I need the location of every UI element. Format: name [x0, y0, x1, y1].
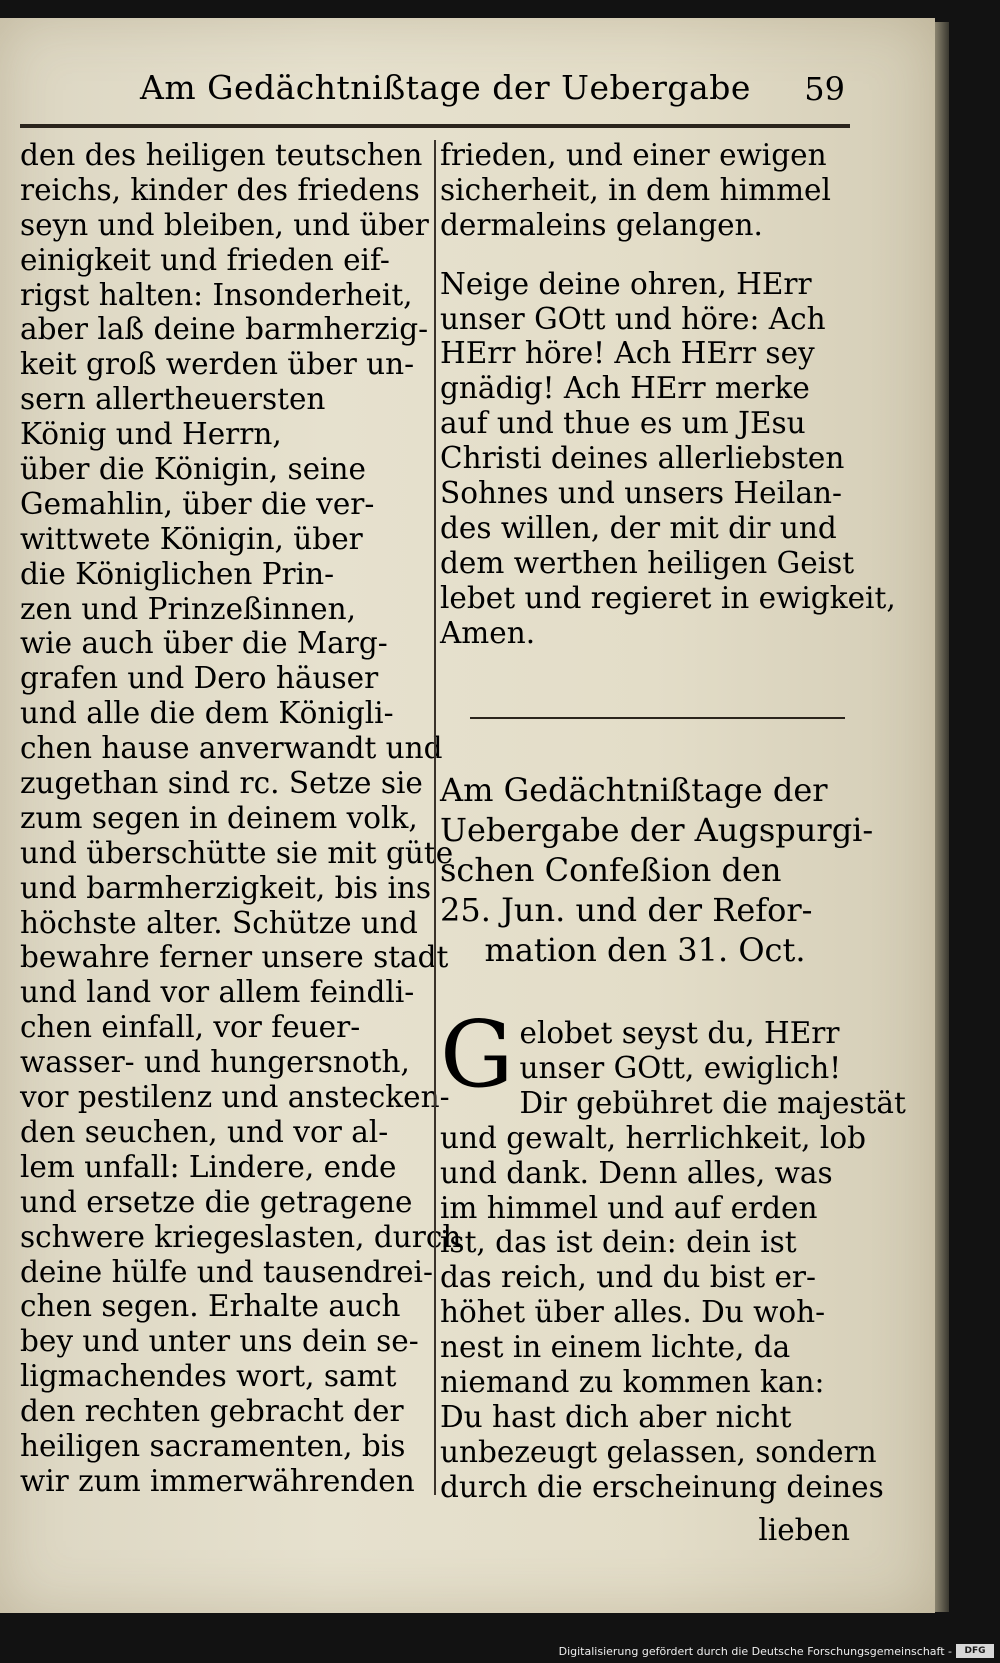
text-line: gnädig! Ach HErr merke: [440, 371, 810, 406]
text-line: Du hast dich aber nicht: [440, 1399, 792, 1434]
text-line: zen und Prinzeßinnen,: [20, 591, 356, 626]
text-line: sicherheit, in dem himmel: [440, 172, 831, 207]
heading-line: mation den 31. Oct.: [484, 931, 806, 969]
section-divider: [470, 717, 845, 719]
text-line: und ersetze die getragene: [20, 1184, 413, 1219]
text-line: ligmachendes wort, samt: [20, 1359, 397, 1394]
text-line: lem unfall: Lindere, ende: [20, 1149, 397, 1184]
text-line: Neige deine ohren, HErr: [440, 266, 812, 301]
text-line: seyn und bleiben, und über: [20, 207, 429, 242]
text-line: vor pestilenz und anstecken-: [20, 1080, 450, 1115]
text-line: zugethan sind rc. Setze sie: [20, 766, 423, 801]
text-line: und gewalt, herrlichkeit, lob: [440, 1120, 866, 1155]
text-line: und land vor allem feindli-: [20, 975, 415, 1010]
text-line: und dank. Denn alles, was: [440, 1155, 833, 1190]
text-line: deine hülfe und tausendrei-: [20, 1254, 433, 1289]
left-column: [20, 138, 462, 1499]
dfg-logo: DFG: [956, 1644, 994, 1658]
text-line: unbezeugt gelassen, sondern: [440, 1434, 877, 1469]
text-line: ist, das ist dein: dein ist: [440, 1225, 797, 1260]
text-line: bewahre ferner unsere stadt: [20, 940, 449, 975]
text-line: auf und thue es um JEsu: [440, 406, 806, 441]
text-line: Gemahlin, über die ver-: [20, 486, 375, 521]
text-line: frieden, und einer ewigen: [440, 138, 827, 172]
text-line: schwere kriegeslasten, durch: [20, 1219, 462, 1254]
header-rule: [20, 124, 850, 128]
text-line: das reich, und du bist er-: [440, 1260, 816, 1295]
text-line: und überschütte sie mit güte: [20, 835, 454, 870]
text-line: Dir gebühret die majestät: [519, 1085, 906, 1120]
section-heading: [440, 770, 874, 970]
text-line: höhet über alles. Du woh-: [440, 1295, 826, 1330]
text-line: dermaleins gelangen.: [440, 207, 763, 242]
text-line: des willen, der mit dir und: [440, 510, 837, 545]
text-line: Sohnes und unsers Heilan-: [440, 476, 843, 511]
heading-line: schen Confeßion den: [440, 851, 782, 889]
catchword: lieben: [758, 1513, 850, 1547]
text-line: grafen und Dero häuser: [20, 661, 379, 696]
text-line: Christi deines allerliebsten: [440, 441, 845, 476]
text-line: wittwete Königin, über: [20, 521, 363, 556]
running-title: Am Gedächtnißtage der Uebergabe: [140, 68, 751, 107]
text-line: aber laß deine barmherzig-: [20, 312, 429, 347]
text-line: rigst halten: Insonderheit,: [20, 277, 413, 312]
running-head: [20, 58, 845, 118]
footer-credit: Digitalisierung gefördert durch die Deutsche Forschungsgemeinschaft -: [558, 1645, 952, 1658]
text-line: sern allertheuersten: [20, 382, 326, 417]
heading-line: Uebergabe der Augspurgi-: [440, 811, 874, 849]
continuation-paragraph: [440, 138, 850, 243]
column-divider: [434, 140, 436, 1495]
text-line: chen hause anverwandt und: [20, 731, 443, 766]
text-line: höchste alter. Schütze und: [20, 905, 418, 940]
text-line: nest in einem lichte, da: [440, 1330, 791, 1365]
heading-line: Am Gedächtnißtage der: [440, 771, 828, 809]
text-line: zum segen in deinem volk,: [20, 800, 418, 835]
text-line: heiligen sacramenten, bis: [20, 1428, 406, 1463]
text-line: wasser- und hungersnoth,: [20, 1045, 410, 1080]
section-body: [440, 1001, 906, 1505]
text-line: den rechten gebracht der: [20, 1394, 404, 1429]
text-line: die Königlichen Prin-: [20, 556, 335, 591]
text-line: lebet und regieret in ewigkeit,: [440, 580, 896, 615]
text-line: bey und unter uns dein se-: [20, 1324, 419, 1359]
text-line: über die Königin, seine: [20, 452, 366, 487]
text-line: den des heiligen teutschen: [20, 138, 423, 172]
text-line: durch die erscheinung deines: [440, 1469, 884, 1504]
text-line: dem werthen heiligen Geist: [440, 545, 855, 580]
right-column-top: [440, 138, 896, 650]
text-line: den seuchen, und vor al-: [20, 1114, 389, 1149]
text-line: im himmel und auf erden: [440, 1190, 818, 1225]
text-line: unser GOtt, ewiglich!: [519, 1050, 842, 1085]
text-line: keit groß werden über un-: [20, 347, 415, 382]
text-line: König und Herrn,: [20, 417, 282, 452]
text-line: einigkeit und frieden eif-: [20, 242, 390, 277]
text-line: reichs, kinder des friedens: [20, 172, 420, 207]
text-line: chen einfall, vor feuer-: [20, 1010, 361, 1045]
text-line: und barmherzigkeit, bis ins: [20, 870, 432, 905]
text-line: elobet seyst du, HErr: [519, 1016, 840, 1050]
text-line: niemand zu kommen kan:: [440, 1365, 825, 1400]
page-edge: [935, 22, 949, 1612]
text-line: HErr höre! Ach HErr sey: [440, 336, 815, 371]
text-line: unser GOtt und höre: Ach: [440, 301, 826, 336]
text-line: und alle die dem Königli-: [20, 696, 394, 731]
prayer-paragraph: [440, 266, 896, 651]
heading-line: 25. Jun. und der Refor-: [440, 891, 813, 929]
text-line: chen segen. Erhalte auch: [20, 1289, 401, 1324]
drop-cap: G: [440, 1001, 514, 1108]
page-number: 59: [804, 70, 845, 108]
text-line: wie auch über die Marg-: [20, 626, 388, 661]
text-line: Amen.: [440, 615, 536, 650]
text-line: wir zum immerwährenden: [20, 1463, 415, 1498]
